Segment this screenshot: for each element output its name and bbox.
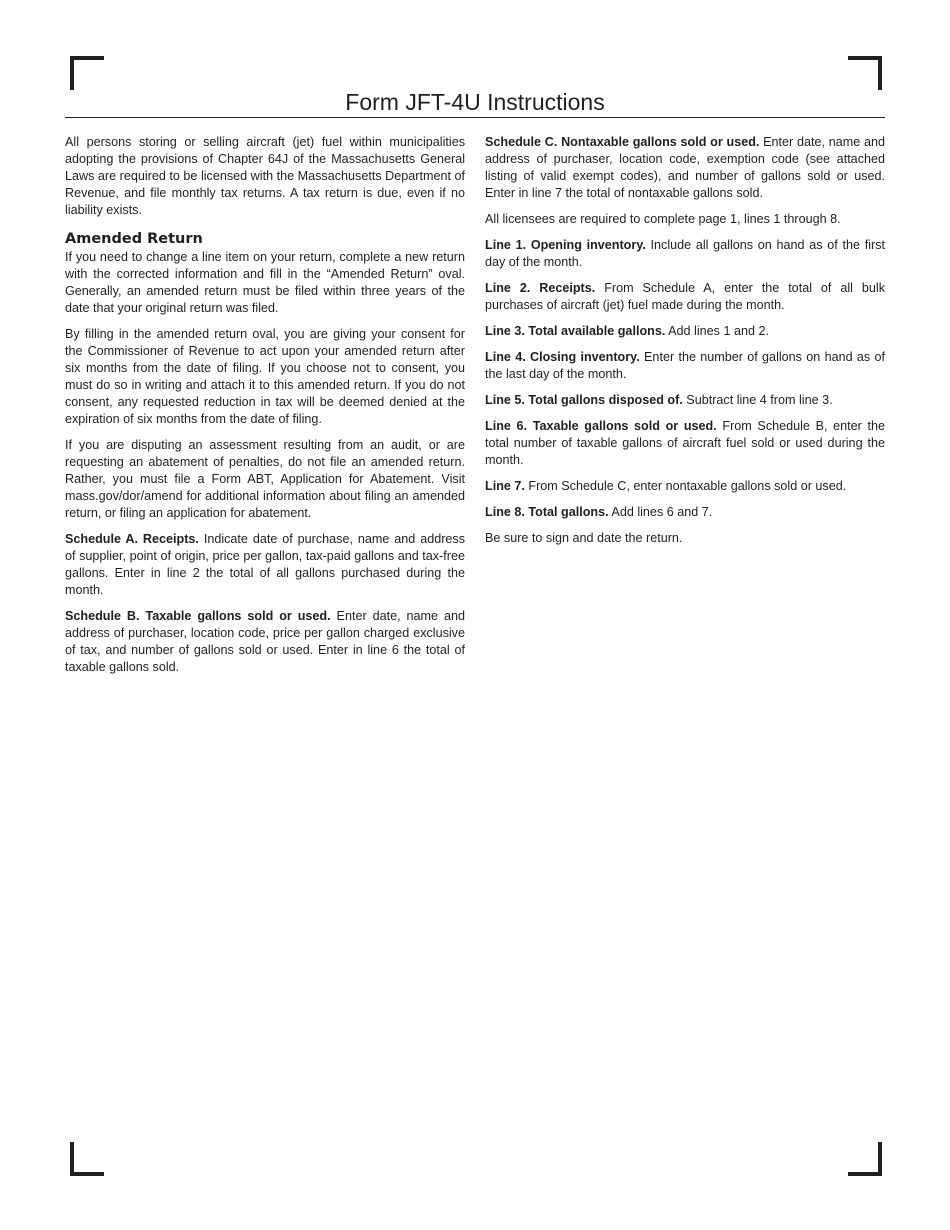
schedule-c-label: Schedule C. Nontaxable gallons sold or used. [485,135,760,149]
amended-paragraph-3: If you are disputing an assessment resulting from an audit, or are requesting an abatement of penalties, do not file an amended return. Rather, you must file a Form ABT, Application for Abatement. Visit mass.gov/dor/amend for additional information about filing an amended return, or filing an application for abatement. [65,438,465,520]
schedule-b-text: Enter date, name and address of purchaser, location code, price per gallon charged exclusive of tax, and number of gallons sold or used. Enter in line 6 the total of taxable gallons sold. [65,609,465,674]
line-7-paragraph [485,478,885,495]
line-8-paragraph [485,504,885,521]
line-6-text: From Schedule B, enter the total number of taxable gallons of aircraft fuel sold or used during the month. [485,419,885,467]
line-1-text: Include all gallons on hand as of the first day of the month. [485,238,885,269]
line-5-paragraph [485,392,885,409]
crop-mark-bottom-left [70,1142,104,1176]
schedule-c-text: Enter date, name and address of purchaser, location code, exemption code (see attached listing of valid exempt codes), and number of gallons sold or used. Enter in line 7 the total of nontaxable gallons sold. [485,135,885,200]
schedule-c-paragraph [485,134,885,202]
line-7-label: Line 7. [485,479,525,493]
amended-paragraph-1: If you need to change a line item on your return, complete a new return with the corrected information and fill in the “Amended Return” oval. Generally, an amended return must be filed within three years of the date that your original return was filed. [65,250,465,315]
line-6-label: Line 6. Taxable gallons sold or used. [485,419,717,433]
schedule-a-label: Schedule A. Receipts. [65,532,199,546]
line-4-label: Line 4. Closing inventory. [485,350,640,364]
right-column [485,134,885,556]
schedule-b-label: Schedule B. Taxable gallons sold or used. [65,609,331,623]
amended-paragraph-2: By filling in the amended return oval, you are giving your consent for the Commissioner of Revenue to act upon your amended return after six months from the date of filing. If you choose not to consent, you must do so in writing and attach it to this amended return. If you do not consent, any requested reduction in tax will be deemed denied at the expiration of six months from the date of filing. [65,327,465,426]
line-8-text: Add lines 6 and 7. [608,505,713,519]
line-6-paragraph [485,418,885,469]
line-2-paragraph [485,280,885,314]
line-4-text: Enter the number of gallons on hand as of the last day of the month. [485,350,886,381]
line-8-label: Line 8. Total gallons. [485,505,609,519]
page-title: Form JFT-4U Instructions [345,89,605,115]
schedule-a-text: Indicate date of purchase, name and address of supplier, point of origin, price per gallon, tax-paid gallons and tax-free gallons. Enter in line 2 the total of all gallons purchased during the month. [65,532,465,597]
schedule-a-paragraph [65,531,465,599]
title-rule [65,117,885,118]
sign-date-note: Be sure to sign and date the return. [485,531,683,545]
schedule-b-paragraph [65,608,465,676]
intro-paragraph: All persons storing or selling aircraft (jet) fuel within municipalities adopting the provisions of Chapter 64J of the Massachusetts General Laws are required to be licensed with the Massachusetts Department of Revenue, and file monthly tax returns. A tax return is due, even if no liability exists. [65,135,465,217]
line-2-text: From Schedule A, enter the total of all bulk purchases of aircraft (jet) fuel made during the month. [485,281,886,312]
amended-return-heading: Amended Return [65,231,203,247]
line-3-paragraph [485,323,885,340]
line-4-paragraph [485,349,885,383]
line-1-label: Line 1. Opening inventory. [485,238,646,252]
line-5-label: Line 5. Total gallons disposed of. [485,393,683,407]
crop-mark-top-right [848,56,882,90]
line-3-text: Add lines 1 and 2. [665,324,769,338]
line-1-paragraph [485,237,885,271]
crop-mark-bottom-right [848,1142,882,1176]
line-7-text: From Schedule C, enter nontaxable gallons sold or used. [524,479,847,493]
left-column [65,134,465,685]
crop-mark-top-left [70,56,104,90]
line-3-label: Line 3. Total available gallons. [485,324,666,338]
line-2-label: Line 2. Receipts. [485,281,596,295]
all-licensees-note: All licensees are required to complete page 1, lines 1 through 8. [485,212,841,226]
line-5-text: Subtract line 4 from line 3. [682,393,833,407]
